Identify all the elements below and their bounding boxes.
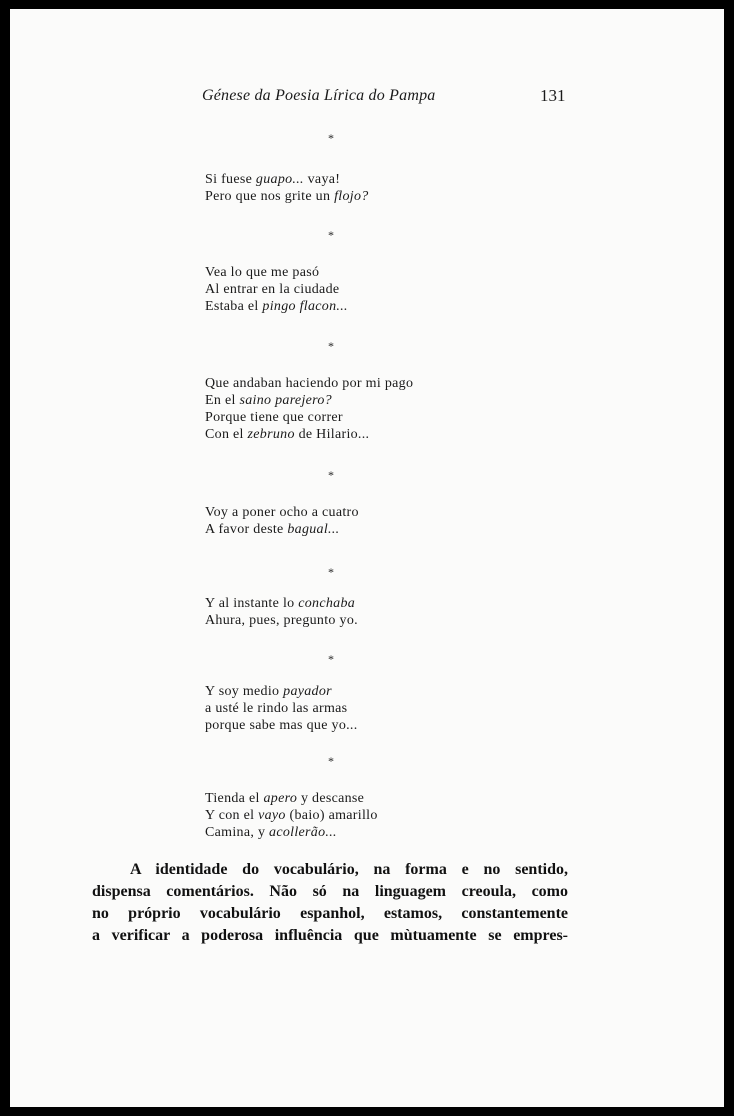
verse-text: Vea lo que me pasó bbox=[205, 265, 320, 280]
page-number: 131 bbox=[540, 86, 566, 105]
stanza bbox=[205, 595, 358, 629]
verse-line bbox=[205, 717, 358, 734]
verse-line bbox=[205, 504, 359, 521]
verse-text: En el bbox=[205, 393, 240, 408]
stanza-separator: * bbox=[328, 228, 334, 242]
verse-text: porque sabe mas que yo... bbox=[205, 718, 358, 733]
verse-italic-word: bagual... bbox=[287, 522, 340, 537]
verse-text: Tienda el bbox=[205, 791, 264, 806]
verse-line bbox=[205, 612, 358, 629]
verse-line bbox=[205, 683, 358, 700]
verse-text: de Hilario... bbox=[294, 427, 370, 442]
stanza-separator: * bbox=[328, 339, 334, 353]
verse-text: vaya! bbox=[303, 172, 341, 187]
verse-text: Y al instante lo bbox=[205, 596, 299, 611]
verse-text: Voy a poner ocho a cuatro bbox=[205, 505, 359, 520]
verse-line bbox=[205, 426, 413, 443]
verse-italic-word: acollerão... bbox=[269, 825, 337, 840]
verse-text: Si fuese bbox=[205, 172, 256, 187]
stanza-separator: * bbox=[328, 754, 334, 768]
verse-italic-word: zebruno bbox=[247, 427, 295, 442]
stanza bbox=[205, 790, 378, 841]
verse-line bbox=[205, 298, 348, 315]
verse-text: Estaba el bbox=[205, 299, 263, 314]
verse-italic-word: guapo... bbox=[255, 172, 304, 187]
verse-line bbox=[205, 595, 358, 612]
verse-line bbox=[205, 264, 348, 281]
stanza-separator: * bbox=[328, 468, 334, 482]
verse-italic-word: flojo? bbox=[334, 189, 369, 204]
stanza bbox=[205, 171, 369, 205]
verse-italic-word: conchaba bbox=[298, 596, 356, 611]
verse-text: Y soy medio bbox=[205, 684, 284, 699]
verse-text: Y con el bbox=[205, 808, 259, 823]
stanza bbox=[205, 683, 358, 734]
book-page bbox=[10, 9, 724, 1107]
page-header bbox=[10, 87, 724, 111]
prose-line: a verificar a poderosa influência que mùtuamente se empres- bbox=[92, 927, 568, 944]
verse-text: Que andaban haciendo por mi pago bbox=[205, 376, 414, 391]
stanza-separator: * bbox=[328, 131, 334, 145]
stanza bbox=[205, 504, 359, 538]
verse-text: a usté le rindo las armas bbox=[205, 701, 348, 716]
verse-italic-word: vayo bbox=[258, 808, 286, 823]
verse-line bbox=[205, 521, 359, 538]
verse-italic-word: saino parejero? bbox=[239, 393, 332, 408]
prose-paragraph bbox=[92, 859, 568, 947]
verse-text: Ahura, pues, pregunto yo. bbox=[205, 613, 358, 628]
verse-line bbox=[205, 171, 369, 188]
verse-line bbox=[205, 807, 378, 824]
verse-line bbox=[205, 409, 413, 426]
verse-italic-word: pingo flacon... bbox=[262, 299, 348, 314]
prose-line: dispensa comentários. Não só na linguagem creoula, como bbox=[92, 883, 568, 900]
verse-line bbox=[205, 375, 413, 392]
verse-text: Camina, y bbox=[205, 825, 270, 840]
stanza bbox=[205, 375, 413, 443]
verse-line bbox=[205, 281, 348, 298]
verse-italic-word: apero bbox=[263, 791, 298, 806]
prose-line: no próprio vocabulário espanhol, estamos, constantemente bbox=[92, 905, 568, 922]
verse-line bbox=[205, 790, 378, 807]
verse-text: y descanse bbox=[297, 791, 365, 806]
stanza bbox=[205, 264, 348, 315]
verse-text: Con el bbox=[205, 427, 248, 442]
prose-line: A identidade do vocabulário, na forma e no sentido, bbox=[130, 861, 568, 878]
verse-line bbox=[205, 392, 413, 409]
stanza-separator: * bbox=[328, 652, 334, 666]
verse-text: Porque tiene que correr bbox=[205, 410, 343, 425]
verse-line bbox=[205, 188, 369, 205]
running-title: Génese da Poesia Lírica do Pampa bbox=[202, 87, 436, 104]
verse-text: Al entrar en la ciudade bbox=[205, 282, 340, 297]
verse-line bbox=[205, 700, 358, 717]
verse-text: Pero que nos grite un bbox=[205, 189, 335, 204]
verse-text: (baio) amarillo bbox=[285, 808, 378, 823]
stanza-separator: * bbox=[328, 565, 334, 579]
verse-text: A favor deste bbox=[205, 522, 288, 537]
verse-line bbox=[205, 824, 378, 841]
verse-italic-word: payador bbox=[283, 684, 332, 699]
